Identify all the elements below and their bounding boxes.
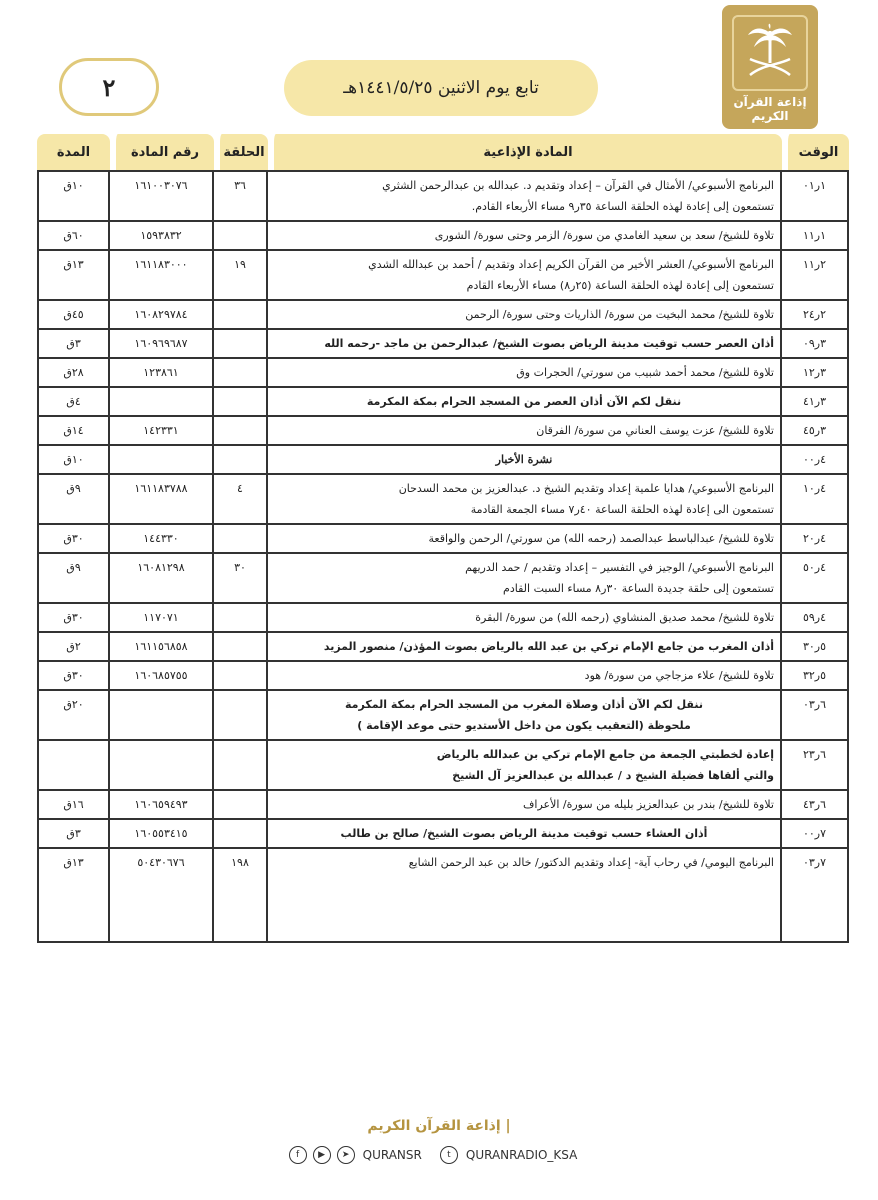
cell-material xyxy=(268,249,782,299)
cell-duration: ١٠ق xyxy=(37,170,110,220)
table-row xyxy=(37,328,849,357)
table-row xyxy=(37,473,849,523)
schedule-body xyxy=(37,170,849,943)
material-line: إعادة لخطبتي الجمعة من جامع الإمام تركي بن عبدالله بالرياض xyxy=(436,748,774,761)
cell-material xyxy=(268,789,782,818)
cell-duration: ٤ق xyxy=(37,386,110,415)
cell-duration: ١٤ق xyxy=(37,415,110,444)
material-line: والتي ألقاها فضيلة الشيخ د / عبدالله بن عبدالعزيز آل الشيخ xyxy=(452,769,774,782)
cell-time: ٥ر٣٢ xyxy=(782,660,849,689)
cell-episode xyxy=(214,386,268,415)
cell-episode xyxy=(214,220,268,249)
table-row xyxy=(37,689,849,739)
cell-code: ١٦٠٨٢٩٧٨٤ xyxy=(110,299,214,328)
cell-episode xyxy=(214,818,268,847)
material-line: البرنامج اليومي/ في رحاب آية- إعداد وتقديم الدكتور/ خالد بن عبد الرحمن الشايع xyxy=(408,856,774,869)
logo xyxy=(722,5,818,129)
cell-episode xyxy=(214,444,268,473)
cell-time: ٧ر٠٠ xyxy=(782,818,849,847)
table-row xyxy=(37,220,849,249)
cell-code: ١١٧٠٧١ xyxy=(110,602,214,631)
material-line: أذان العشاء حسب توقيت مدينة الرياض بصوت الشيخ/ صالح بن طالب xyxy=(340,827,708,840)
cell-duration: ١٦ق xyxy=(37,789,110,818)
header-material: المادة الإذاعية xyxy=(268,134,782,170)
cell-duration: ٣٠ق xyxy=(37,660,110,689)
cell-time: ٢ر٢٤ xyxy=(782,299,849,328)
cell-duration: ٦٠ق xyxy=(37,220,110,249)
cell-time: ٧ر٠٣ xyxy=(782,847,849,943)
page-number: ٢ xyxy=(59,58,159,116)
table-row xyxy=(37,357,849,386)
material-line: تلاوة للشيخ/ عزت يوسف العناني من سورة/ الفرقان xyxy=(536,424,774,437)
cell-duration: ١٠ق xyxy=(37,444,110,473)
cell-duration: ٣ق xyxy=(37,328,110,357)
material-line: تلاوة للشيخ/ عبدالباسط عبدالصمد (رحمه الله) من سورتي/ الرحمن والواقعة xyxy=(428,532,774,545)
cell-episode xyxy=(214,328,268,357)
material-line: تستمعون إلى إعادة لهذه الحلقة الساعة (٢٥ر٨) مساء الأربعاء القادم xyxy=(466,279,774,292)
cell-time: ١ر١١ xyxy=(782,220,849,249)
material-line: ننقل لكم الآن أذان العصر من المسجد الحرام بمكة المكرمة xyxy=(366,395,682,408)
cell-material xyxy=(268,631,782,660)
cell-code: ١٤٤٣٣٠ xyxy=(110,523,214,552)
footer-brand: | إذاعة القرآن الكريم xyxy=(367,1118,511,1134)
cell-material xyxy=(268,473,782,523)
cell-code: ١٦٠٨١٢٩٨ xyxy=(110,552,214,602)
cell-material xyxy=(268,689,782,739)
cell-episode xyxy=(214,660,268,689)
cell-code: ١٦٠٥٥٣٤١٥ xyxy=(110,818,214,847)
cell-episode: ١٩٨ xyxy=(214,847,268,943)
table-row xyxy=(37,386,849,415)
cell-time: ٦ر٢٣ xyxy=(782,739,849,789)
cell-material xyxy=(268,444,782,473)
telegram-icon[interactable]: ➤ xyxy=(337,1146,355,1164)
material-line: ملحوظة (التعقيب يكون من داخل الأستديو حتى موعد الإقامة ) xyxy=(357,719,691,732)
table-row xyxy=(37,249,849,299)
cell-time: ٣ر٤١ xyxy=(782,386,849,415)
cell-episode xyxy=(214,739,268,789)
header-duration: المدة xyxy=(37,134,110,170)
cell-material xyxy=(268,523,782,552)
table-row xyxy=(37,818,849,847)
cell-material xyxy=(268,602,782,631)
cell-duration: ٩ق xyxy=(37,552,110,602)
cell-material xyxy=(268,299,782,328)
header-episode: الحلقة xyxy=(214,134,268,170)
cell-episode xyxy=(214,689,268,739)
table-row xyxy=(37,631,849,660)
cell-time: ٤ر٢٠ xyxy=(782,523,849,552)
material-line: تستمعون الى إعادة لهذه الحلقة الساعة ٤٠ر٧ مساء الجمعة القادمة xyxy=(470,503,774,516)
cell-material xyxy=(268,818,782,847)
cell-duration: ٣٠ق xyxy=(37,523,110,552)
table-row xyxy=(37,444,849,473)
cell-episode: ٤ xyxy=(214,473,268,523)
material-line: نشرة الأخبار xyxy=(495,453,553,466)
header-time: الوقت xyxy=(782,134,849,170)
cell-time: ٦ر٠٣ xyxy=(782,689,849,739)
table-row xyxy=(37,847,849,943)
material-line: أذان العصر حسب توقيت مدينة الرياض بصوت الشيخ/ عبدالرحمن بن ماجد -رحمه الله xyxy=(324,337,774,350)
cell-material xyxy=(268,847,782,943)
material-line: تستمعون إلى إعادة لهذه الحلقة الساعة ٣٥ر٩ مساء الأربعاء القادم. xyxy=(471,200,774,213)
table-row xyxy=(37,170,849,220)
cell-episode xyxy=(214,602,268,631)
table-row xyxy=(37,602,849,631)
material-line: البرنامج الأسبوعي/ الوجيز في التفسير – إعداد وتقديم / حمد الدريهم xyxy=(465,561,774,574)
cell-episode: ١٩ xyxy=(214,249,268,299)
handle-quranradio[interactable]: QURANRADIO_KSA xyxy=(465,1148,578,1162)
logo-text: إذاعة القرآن الكريم xyxy=(733,95,807,123)
cell-code: ١٦٠٩٦٩٦٨٧ xyxy=(110,328,214,357)
cell-time: ٢ر١١ xyxy=(782,249,849,299)
cell-material xyxy=(268,386,782,415)
cell-code: ١٦٠٦٨٥٧٥٥ xyxy=(110,660,214,689)
youtube-icon[interactable]: ▶ xyxy=(313,1146,331,1164)
material-line: البرنامج الأسبوعي/ هدايا علمية إعداد وتقديم الشيخ د. عبدالعزيز بن محمد السدحان xyxy=(398,482,774,495)
material-line: تلاوة للشيخ/ علاء مزجاجي من سورة/ هود xyxy=(584,669,774,682)
header-code: رقم المادة xyxy=(110,134,214,170)
cell-episode xyxy=(214,299,268,328)
table-row xyxy=(37,299,849,328)
cell-code: ١٥٩٣٨٣٢ xyxy=(110,220,214,249)
material-line: تلاوة للشيخ/ محمد البخيت من سورة/ الذاريات وحتى سورة/ الرحمن xyxy=(465,308,774,321)
cell-code: ١٦١٠٠٣٠٧٦ xyxy=(110,170,214,220)
cell-material xyxy=(268,415,782,444)
table-row xyxy=(37,552,849,602)
footer xyxy=(0,1118,878,1164)
material-line: تلاوة للشيخ/ بندر بن عبدالعزيز بليله من سورة/ الأعراف xyxy=(522,798,774,811)
material-line: تلاوة للشيخ/ محمد صديق المنشاوي (رحمه الله) من سورة/ البقرة xyxy=(475,611,774,624)
cell-time: ٦ر٤٣ xyxy=(782,789,849,818)
cell-code: ١٢٣٨٦١ xyxy=(110,357,214,386)
cell-duration: ٢ق xyxy=(37,631,110,660)
cell-code: ٥٠٤٣٠٦٧٦ xyxy=(110,847,214,943)
date-title: تابع يوم الاثنين ١٤٤١/٥/٢٥هـ xyxy=(284,60,598,116)
cell-episode: ٣٠ xyxy=(214,552,268,602)
cell-duration: ١٣ق xyxy=(37,847,110,943)
cell-episode xyxy=(214,631,268,660)
table-row xyxy=(37,660,849,689)
cell-duration: ٢٠ق xyxy=(37,689,110,739)
cell-time: ٤ر٥٩ xyxy=(782,602,849,631)
cell-duration: ١٣ق xyxy=(37,249,110,299)
cell-episode xyxy=(214,415,268,444)
cell-time: ٥ر٣٠ xyxy=(782,631,849,660)
cell-time: ٤ر٥٠ xyxy=(782,552,849,602)
cell-code xyxy=(110,689,214,739)
cell-material xyxy=(268,357,782,386)
cell-duration xyxy=(37,739,110,789)
cell-material xyxy=(268,739,782,789)
cell-code: ١٦١١٥٦٨٥٨ xyxy=(110,631,214,660)
cell-material xyxy=(268,220,782,249)
cell-episode xyxy=(214,357,268,386)
material-line: البرنامج الأسبوعي/ العشر الأخير من القرآن الكريم إعداد وتقديم / أحمد بن عبدالله الشدي xyxy=(368,258,774,271)
table-header-row xyxy=(37,134,849,170)
cell-time: ٣ر٤٥ xyxy=(782,415,849,444)
table-row xyxy=(37,789,849,818)
cell-code: ١٦١١٨٣٧٨٨ xyxy=(110,473,214,523)
handle-quransr[interactable]: QURANSR xyxy=(362,1148,422,1162)
material-line: تستمعون إلى حلقة جديدة الساعة ٣٠ر٨ مساء السبت القادم xyxy=(503,582,774,595)
cell-code xyxy=(110,739,214,789)
twitter-icon[interactable]: t xyxy=(440,1146,458,1164)
cell-code: ١٤٢٣٣١ xyxy=(110,415,214,444)
material-line: تلاوة للشيخ/ سعد بن سعيد الغامدي من سورة/ الزمر وحتى سورة/ الشورى xyxy=(434,229,774,242)
cell-material xyxy=(268,328,782,357)
table-row xyxy=(37,739,849,789)
cell-time: ٣ر١٢ xyxy=(782,357,849,386)
palm-swords-icon xyxy=(742,19,798,87)
cell-duration: ٤٥ق xyxy=(37,299,110,328)
cell-time: ٣ر٠٩ xyxy=(782,328,849,357)
cell-code xyxy=(110,444,214,473)
cell-episode xyxy=(214,523,268,552)
table-row xyxy=(37,415,849,444)
material-line: ننقل لكم الآن أذان وصلاة المغرب من المسجد الحرام بمكة المكرمة xyxy=(345,698,703,711)
cell-material xyxy=(268,170,782,220)
material-line: البرنامج الأسبوعي/ الأمثال في القرآن – إعداد وتقديم د. عبدالله بن عبدالرحمن الشثري xyxy=(382,179,774,192)
cell-code: ١٦١١٨٣٠٠٠ xyxy=(110,249,214,299)
cell-code: ١٦٠٦٥٩٤٩٣ xyxy=(110,789,214,818)
cell-duration: ٩ق xyxy=(37,473,110,523)
cell-duration: ٣ق xyxy=(37,818,110,847)
social-links xyxy=(0,1146,878,1164)
table-row xyxy=(37,523,849,552)
cell-time: ١ر٠١ xyxy=(782,170,849,220)
material-line: أذان المغرب من جامع الإمام تركي بن عبد الله بالرياض بصوت المؤذن/ منصور المزيد xyxy=(323,640,774,653)
schedule-table xyxy=(37,134,849,943)
cell-time: ٤ر١٠ xyxy=(782,473,849,523)
facebook-icon[interactable]: f xyxy=(289,1146,307,1164)
cell-material xyxy=(268,552,782,602)
cell-episode: ٣٦ xyxy=(214,170,268,220)
cell-episode xyxy=(214,789,268,818)
material-line: تلاوة للشيخ/ محمد أحمد شبيب من سورتي/ الحجرات وق xyxy=(516,366,774,379)
cell-code xyxy=(110,386,214,415)
cell-duration: ٣٠ق xyxy=(37,602,110,631)
cell-duration: ٢٨ق xyxy=(37,357,110,386)
cell-time: ٤ر٠٠ xyxy=(782,444,849,473)
cell-material xyxy=(268,660,782,689)
